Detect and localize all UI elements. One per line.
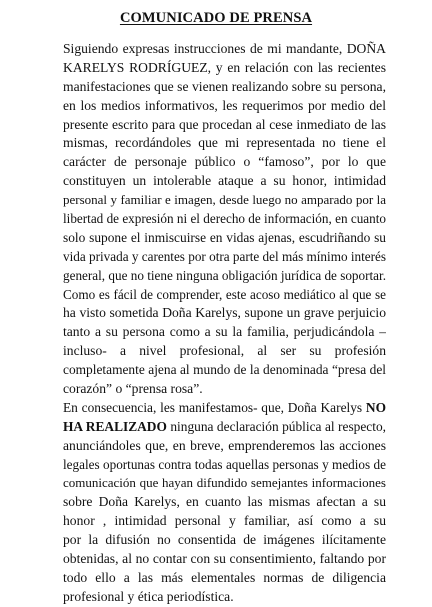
bold-phrase: NO [365, 399, 386, 415]
text-line: corazón” o “prensa rosa”. [63, 381, 203, 397]
text-line: honor , intimidad personal y familiar, así como a su [63, 513, 386, 529]
text-line: ha visto sometida Doña Karelys, supone un grave perjuicio [63, 305, 386, 321]
text-line: libertad de expresión ni el derecho de información, en cuanto [63, 211, 386, 227]
text-line: mismas, recordándoles que mi representada no tiene el [63, 135, 386, 151]
text-line: todo ello a las más elementales normas de diligencia [63, 569, 386, 585]
text-line: presente escrito para que procedan al cese inmediato de las [63, 116, 386, 132]
text-line: general, que no tiene ninguna obligación jurídica de soportar. [63, 267, 386, 283]
text-line: Como es fácil de comprender, este acoso mediático al que se [63, 286, 386, 302]
text-line: incluso- a nivel profesional, al ser su profesión [63, 343, 386, 359]
text-line: sobre Doña Karelys, en cuanto las mismas afectan a su [63, 494, 386, 510]
document-body [63, 40, 386, 607]
text-line [63, 418, 386, 437]
text-line: personal y familiar e imagen, desde luego no amparado por la [63, 192, 386, 208]
text-line: manifestaciones que se vienen realizando sobre su persona, [63, 78, 386, 94]
text-line: legales oportunas contra todas aquellas personas y medios de [63, 456, 386, 472]
text-line: comunicación que hayan difundido semejantes informaciones [63, 475, 386, 491]
text-line: completamente ajena al mundo de la denominada “presa del [63, 362, 386, 378]
text-line: constituyen un intolerable ataque a su honor, intimidad [63, 173, 386, 189]
text-line: obtenidas, al no contar con su consentimiento, faltando por [63, 551, 386, 567]
text-line: KARELYS RODRÍGUEZ, y en relación con las recientes [63, 59, 386, 75]
text-line: tanto a su persona como a su la familia, perjudicándola – [63, 324, 386, 340]
document-title: COMUNICADO DE PRENSA [119, 10, 313, 26]
bold-phrase: HA REALIZADO [63, 418, 167, 434]
line-text: En consecuencia, les manifestamos- que, Doña Karelys [63, 399, 366, 415]
text-line: solo supone el inmiscuirse en vidas ajenas, escudriñando su [63, 229, 386, 245]
text-line: por la difusión no consentida de imágenes ilícitamente [63, 532, 386, 548]
text-line [63, 399, 386, 418]
text-line: anunciándoles que, en breve, emprenderemos las acciones [63, 437, 386, 453]
text-line: vida privada y carentes por otra parte del más mínimo interés [63, 248, 386, 264]
text-line: Siguiendo expresas instrucciones de mi mandante, DOÑA [63, 41, 386, 56]
text-line: profesional y ética periodística. [63, 588, 234, 604]
text-line: en los medios informativos, les requerimos por medio del [63, 97, 386, 113]
line-text: ninguna declaración pública al respecto, [166, 418, 386, 434]
text-line: carácter de personaje público o “famoso”, por lo que [63, 154, 386, 170]
